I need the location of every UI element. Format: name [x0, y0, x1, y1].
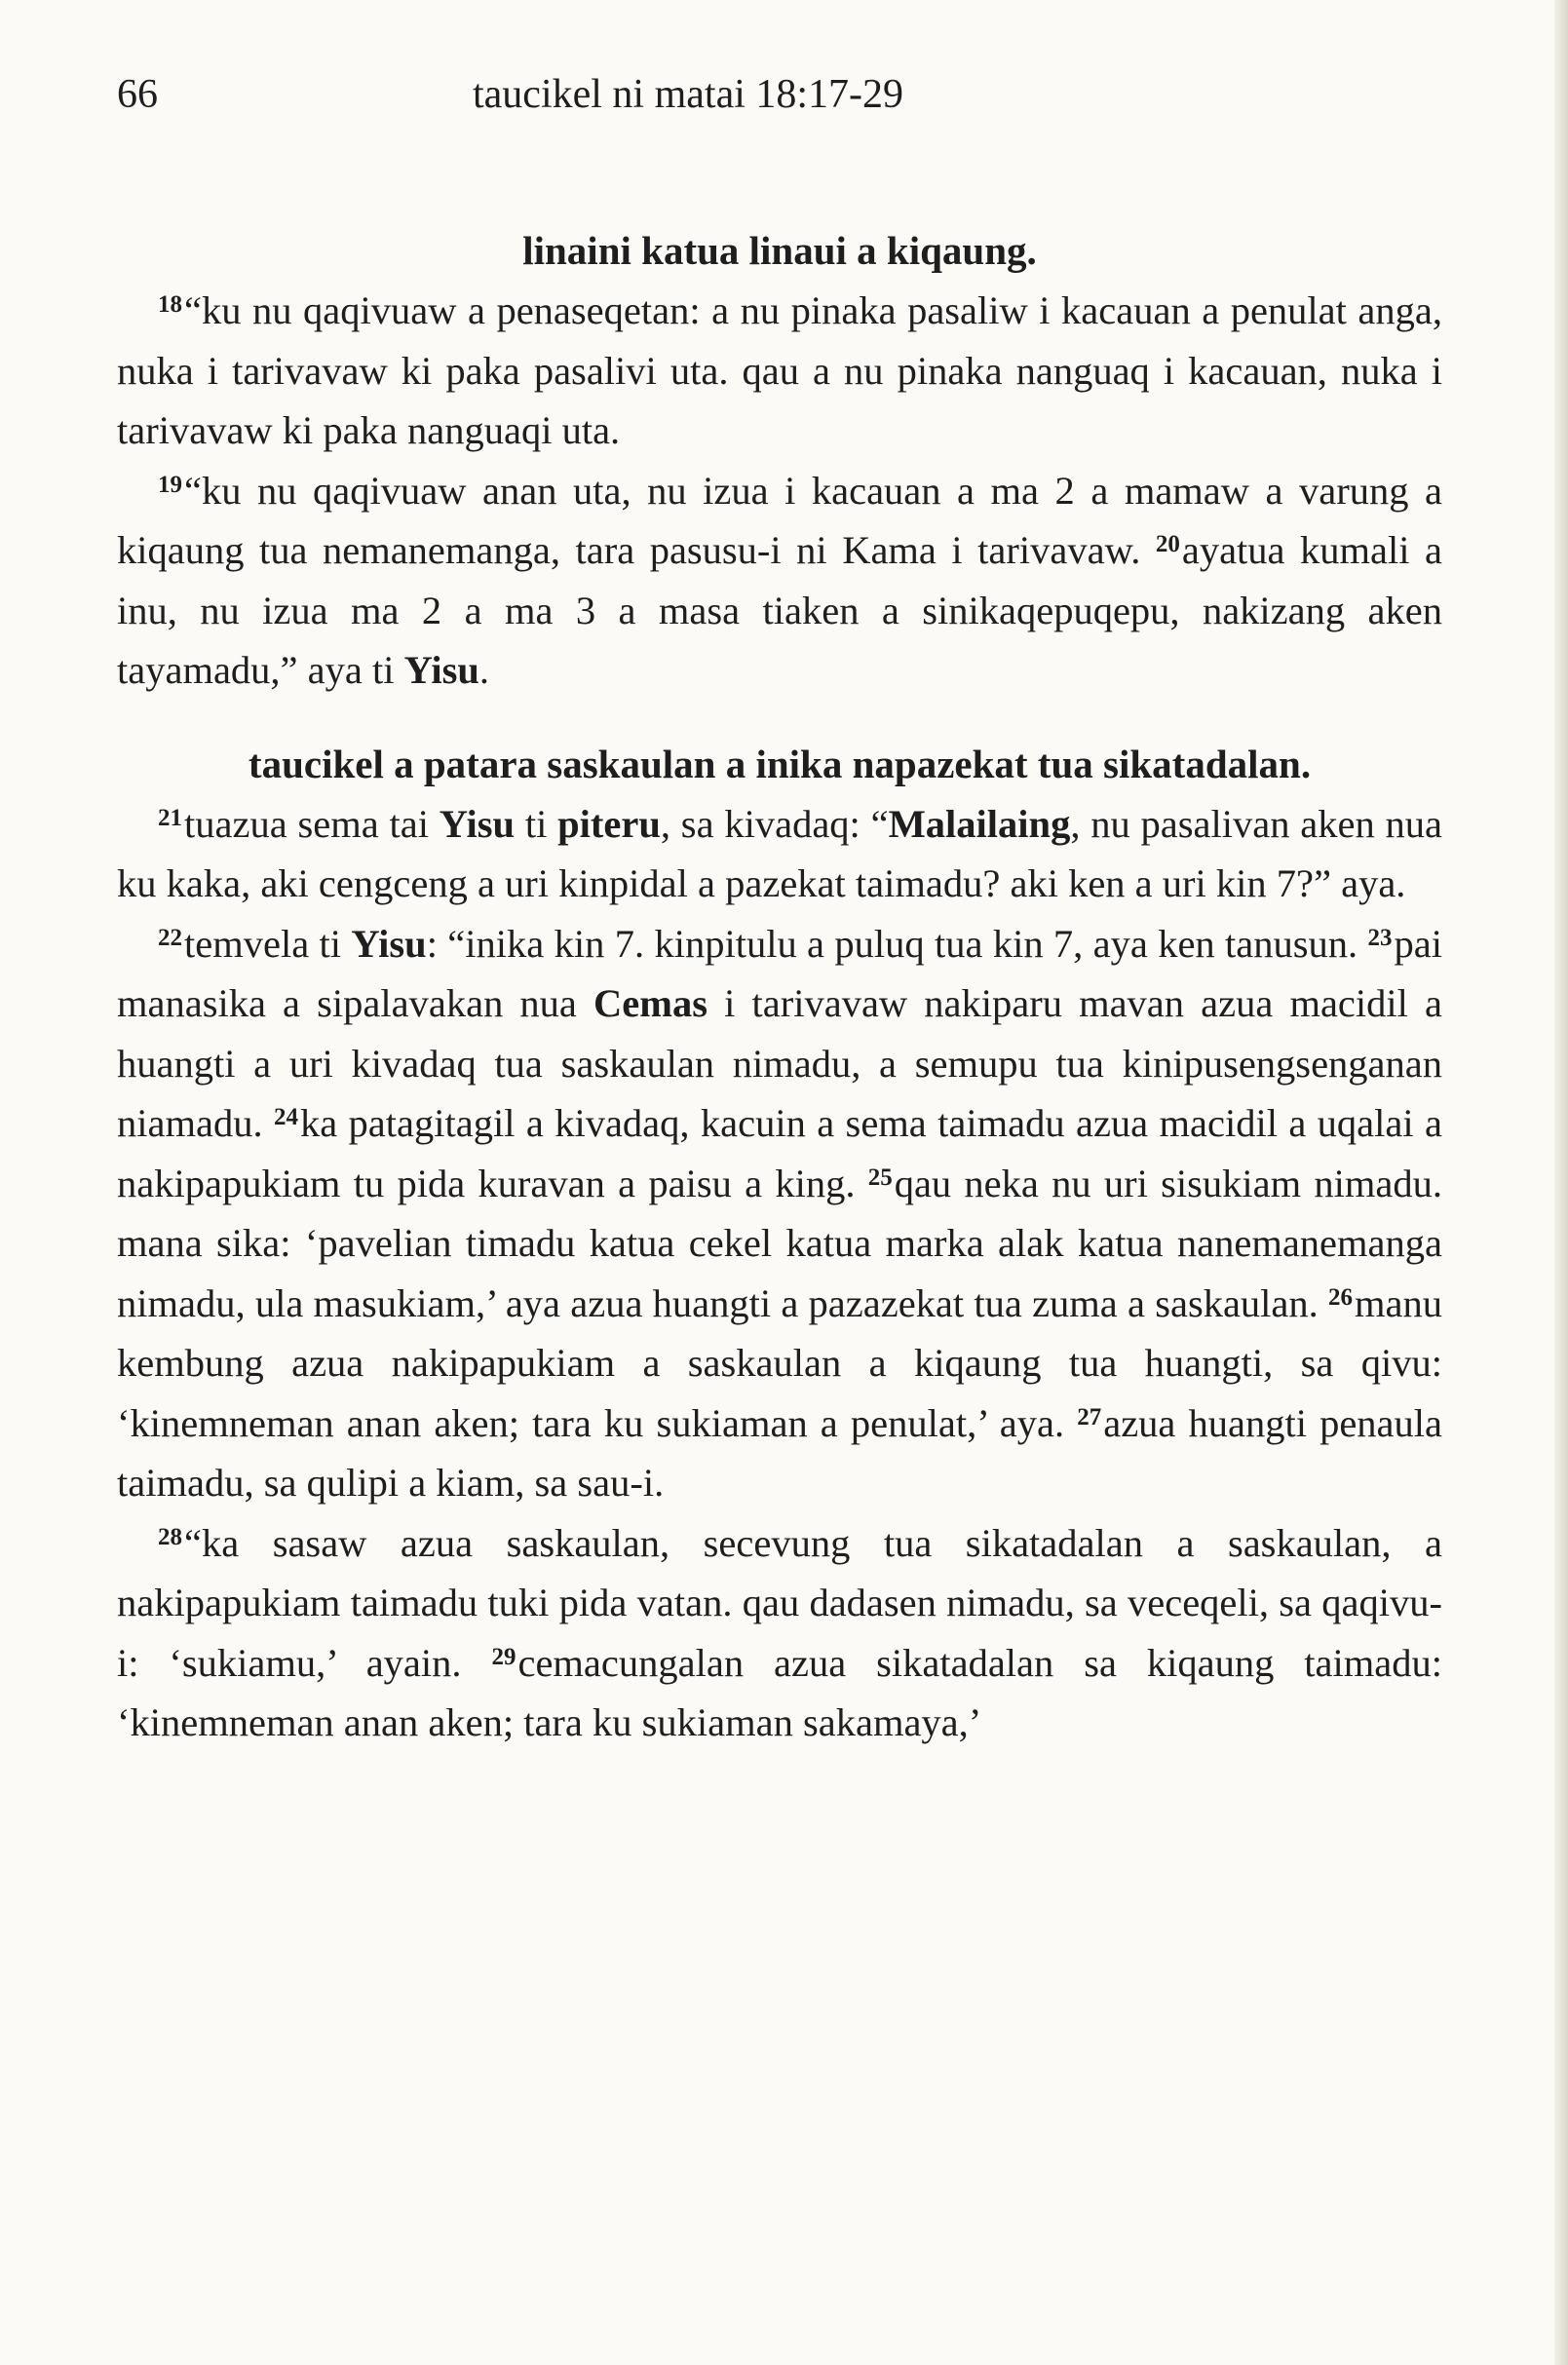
section-heading: linaini katua linaui a kiqaung. [522, 228, 1037, 273]
paragraph [117, 794, 1442, 914]
verse-text: i tarivavaw nakiparu mavan azua macidil a huangti a uri kivadaq tua saskaulan nimadu, a semupu tua kinipusengsenganan niamadu. [117, 981, 1442, 1145]
verse-number: 22 [158, 924, 182, 951]
paragraph [117, 914, 1442, 1513]
verse-number: 28 [158, 1523, 182, 1550]
page-content [117, 222, 1442, 1753]
verse-text: tuazua sema tai [184, 801, 440, 846]
verse-text: , nu pasalivan aken nua ku kaka, aki cengceng a uri kinpidal a pazekat taimadu? aki ken a uri kin 7?” aya. [117, 801, 1442, 905]
verse-text: . [478, 648, 490, 692]
verse-text: , sa kivadaq: “ [660, 801, 889, 846]
section-heading: taucikel a patara saskaulan a inika napazekat tua sikatadalan. [248, 741, 1312, 786]
verse-text: cemacungalan azua sikatadalan sa kiqaung taimadu: ‘kinemneman anan aken; tara ku sukiaman sakamaya,’ [117, 1640, 1443, 1744]
page-edge [1554, 0, 1568, 2365]
bold-name: Cemas [593, 981, 708, 1025]
verse-number: 20 [1155, 531, 1180, 557]
verse-number: 26 [1328, 1283, 1354, 1311]
verse-number: 21 [158, 804, 182, 831]
verse-number: 25 [867, 1163, 893, 1191]
section-body [117, 281, 1442, 701]
verse-number: 27 [1077, 1403, 1102, 1430]
bold-name: Yisu [351, 921, 427, 966]
verse-number: 24 [273, 1104, 298, 1130]
verse-text: “ku nu qaqivuaw anan uta, nu izua i kacauan a ma 2 a mamaw a varung a kiqaung tua nemanemanga, tara pasusu-i ni Kama i tarivavaw. [117, 468, 1442, 572]
paragraph [117, 281, 1442, 461]
verse-text: temvela ti [184, 921, 352, 966]
paragraph [117, 1513, 1442, 1753]
verse-text: manu kembung azua nakipapukiam a saskaulan a kiqaung tua huangti, sa qivu: ‘kinemneman anan aken; tara ku sukiaman a penulat,’ aya. [117, 1280, 1442, 1445]
verse-text: “ka sasaw azua saskaulan, secevung tua sikatadalan a saskaulan, a nakipapukiam taimadu tuki pida vatan. qau dadasen nimadu, sa veceqeli, sa qaqivu-i: ‘sukiamu,’ ayain. [117, 1520, 1442, 1685]
verse-text: azua huangti penaula taimadu, sa qulipi a kiam, sa sau-i. [117, 1400, 1442, 1505]
verse-text: “ku nu qaqivuaw a penaseqetan: a nu pinaka pasaliw i kacauan a penulat anga, nuka i tarivavaw ki paka pasalivi uta. qau a nu pinaka nanguaq i kacauan, nuka i tarivavaw ki paka nanguaqi uta. [117, 288, 1442, 452]
running-title: taucikel ni matai 18:17-29 [473, 72, 904, 117]
verse-number: 18 [158, 291, 182, 318]
section-body [117, 794, 1442, 1753]
verse-number: 23 [1367, 924, 1393, 951]
bold-name: Malailaing [888, 801, 1071, 846]
verse-text: : “inika kin 7. kinpitulu a puluq tua kin 7, aya ken tanusun. [426, 921, 1368, 966]
verse-text: qau neka nu uri sisukiam nimadu. mana sika: ‘pavelian timadu katua cekel katua marka alak katua nanemanemanga nimadu, ula masukiam,’ aya azua huangti a pazazekat tua zuma a saskaulan. [117, 1161, 1442, 1325]
verse-number: 29 [491, 1643, 516, 1670]
paragraph [117, 461, 1442, 701]
verse-text: pai manasika a sipalavakan nua [117, 921, 1442, 1025]
bold-name: piteru [557, 801, 661, 846]
verse-text: ayatua kumali a inu, nu izua ma 2 a ma 3 a masa tiaken a sinikaqepuqepu, nakizang aken tayamadu,” aya ti [117, 528, 1442, 692]
verse-text: ka patagitagil a kivadaq, kacuin a sema taimadu azua macidil a uqalai a nakipapukiam tu pida kuravan a paisu a king. [117, 1101, 1442, 1205]
bold-name: Yisu [403, 648, 479, 692]
verse-text: ti [515, 801, 558, 846]
verse-number: 19 [158, 471, 182, 498]
page-number: 66 [117, 72, 158, 117]
page-header [117, 60, 1452, 129]
bold-name: Yisu [439, 801, 516, 846]
